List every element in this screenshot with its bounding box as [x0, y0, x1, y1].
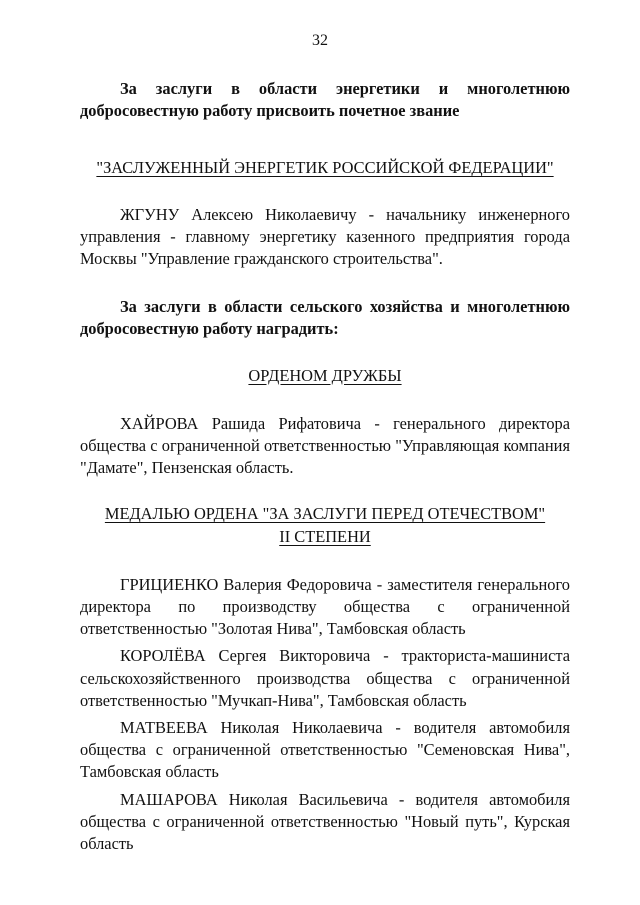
medal-entry-1: ГРИЦИЕНКО Валерия Федоровича - заместителя генерального директора по производству общества с ограниченной ответственностью "Золотая Нива", Тамбовская область [80, 574, 570, 639]
page-content [80, 78, 570, 855]
medal-title [80, 503, 570, 547]
medal-title-line-1: МЕДАЛЬЮ ОРДЕНА "ЗА ЗАСЛУГИ ПЕРЕД ОТЕЧЕСТВОМ" [104, 504, 546, 524]
medal-title-line-2: II СТЕПЕНИ [279, 526, 371, 546]
medal-entry-2: КОРОЛЁВА Сергея Викторовича - тракториста-машиниста сельскохозяйственного производства общества с ограниченной ответственностью "Мучкап-Нива", Тамбовская область [80, 646, 570, 710]
medal-entry-4: МАШАРОВА Николая Васильевича - водителя автомобиля общества с ограниченной ответственностью "Новый путь", Курская область [80, 789, 570, 854]
energy-entry: ЖГУНУ Алексею Николаевичу - начальнику инженерного управления - главному энергетику казенного предприятия города Москвы "Управление гражданского строительства". [80, 204, 570, 269]
page-number: 32 [312, 32, 328, 49]
energy-intro: За заслуги в области энергетики и многолетнюю добросовестную работу присвоить почетное звание [80, 79, 570, 121]
order-entry: ХАЙРОВА Рашида Рифатовича - генерального директора общества с ограниченной ответственностью "Управляющая компания "Дамате", Пензенская область. [80, 413, 570, 478]
order-title: ОРДЕНОМ ДРУЖБЫ [248, 365, 402, 385]
agriculture-intro: За заслуги в области сельского хозяйства и многолетнюю добросовестную работу наградить: [80, 297, 570, 339]
energy-title: "ЗАСЛУЖЕННЫЙ ЭНЕРГЕТИК РОССИЙСКОЙ ФЕДЕРАЦИИ" [96, 158, 554, 178]
medal-entry-3: МАТВЕЕВА Николая Николаевича - водителя автомобиля общества с ограниченной ответственностью "Семеновская Нива", Тамбовская область [80, 718, 570, 782]
